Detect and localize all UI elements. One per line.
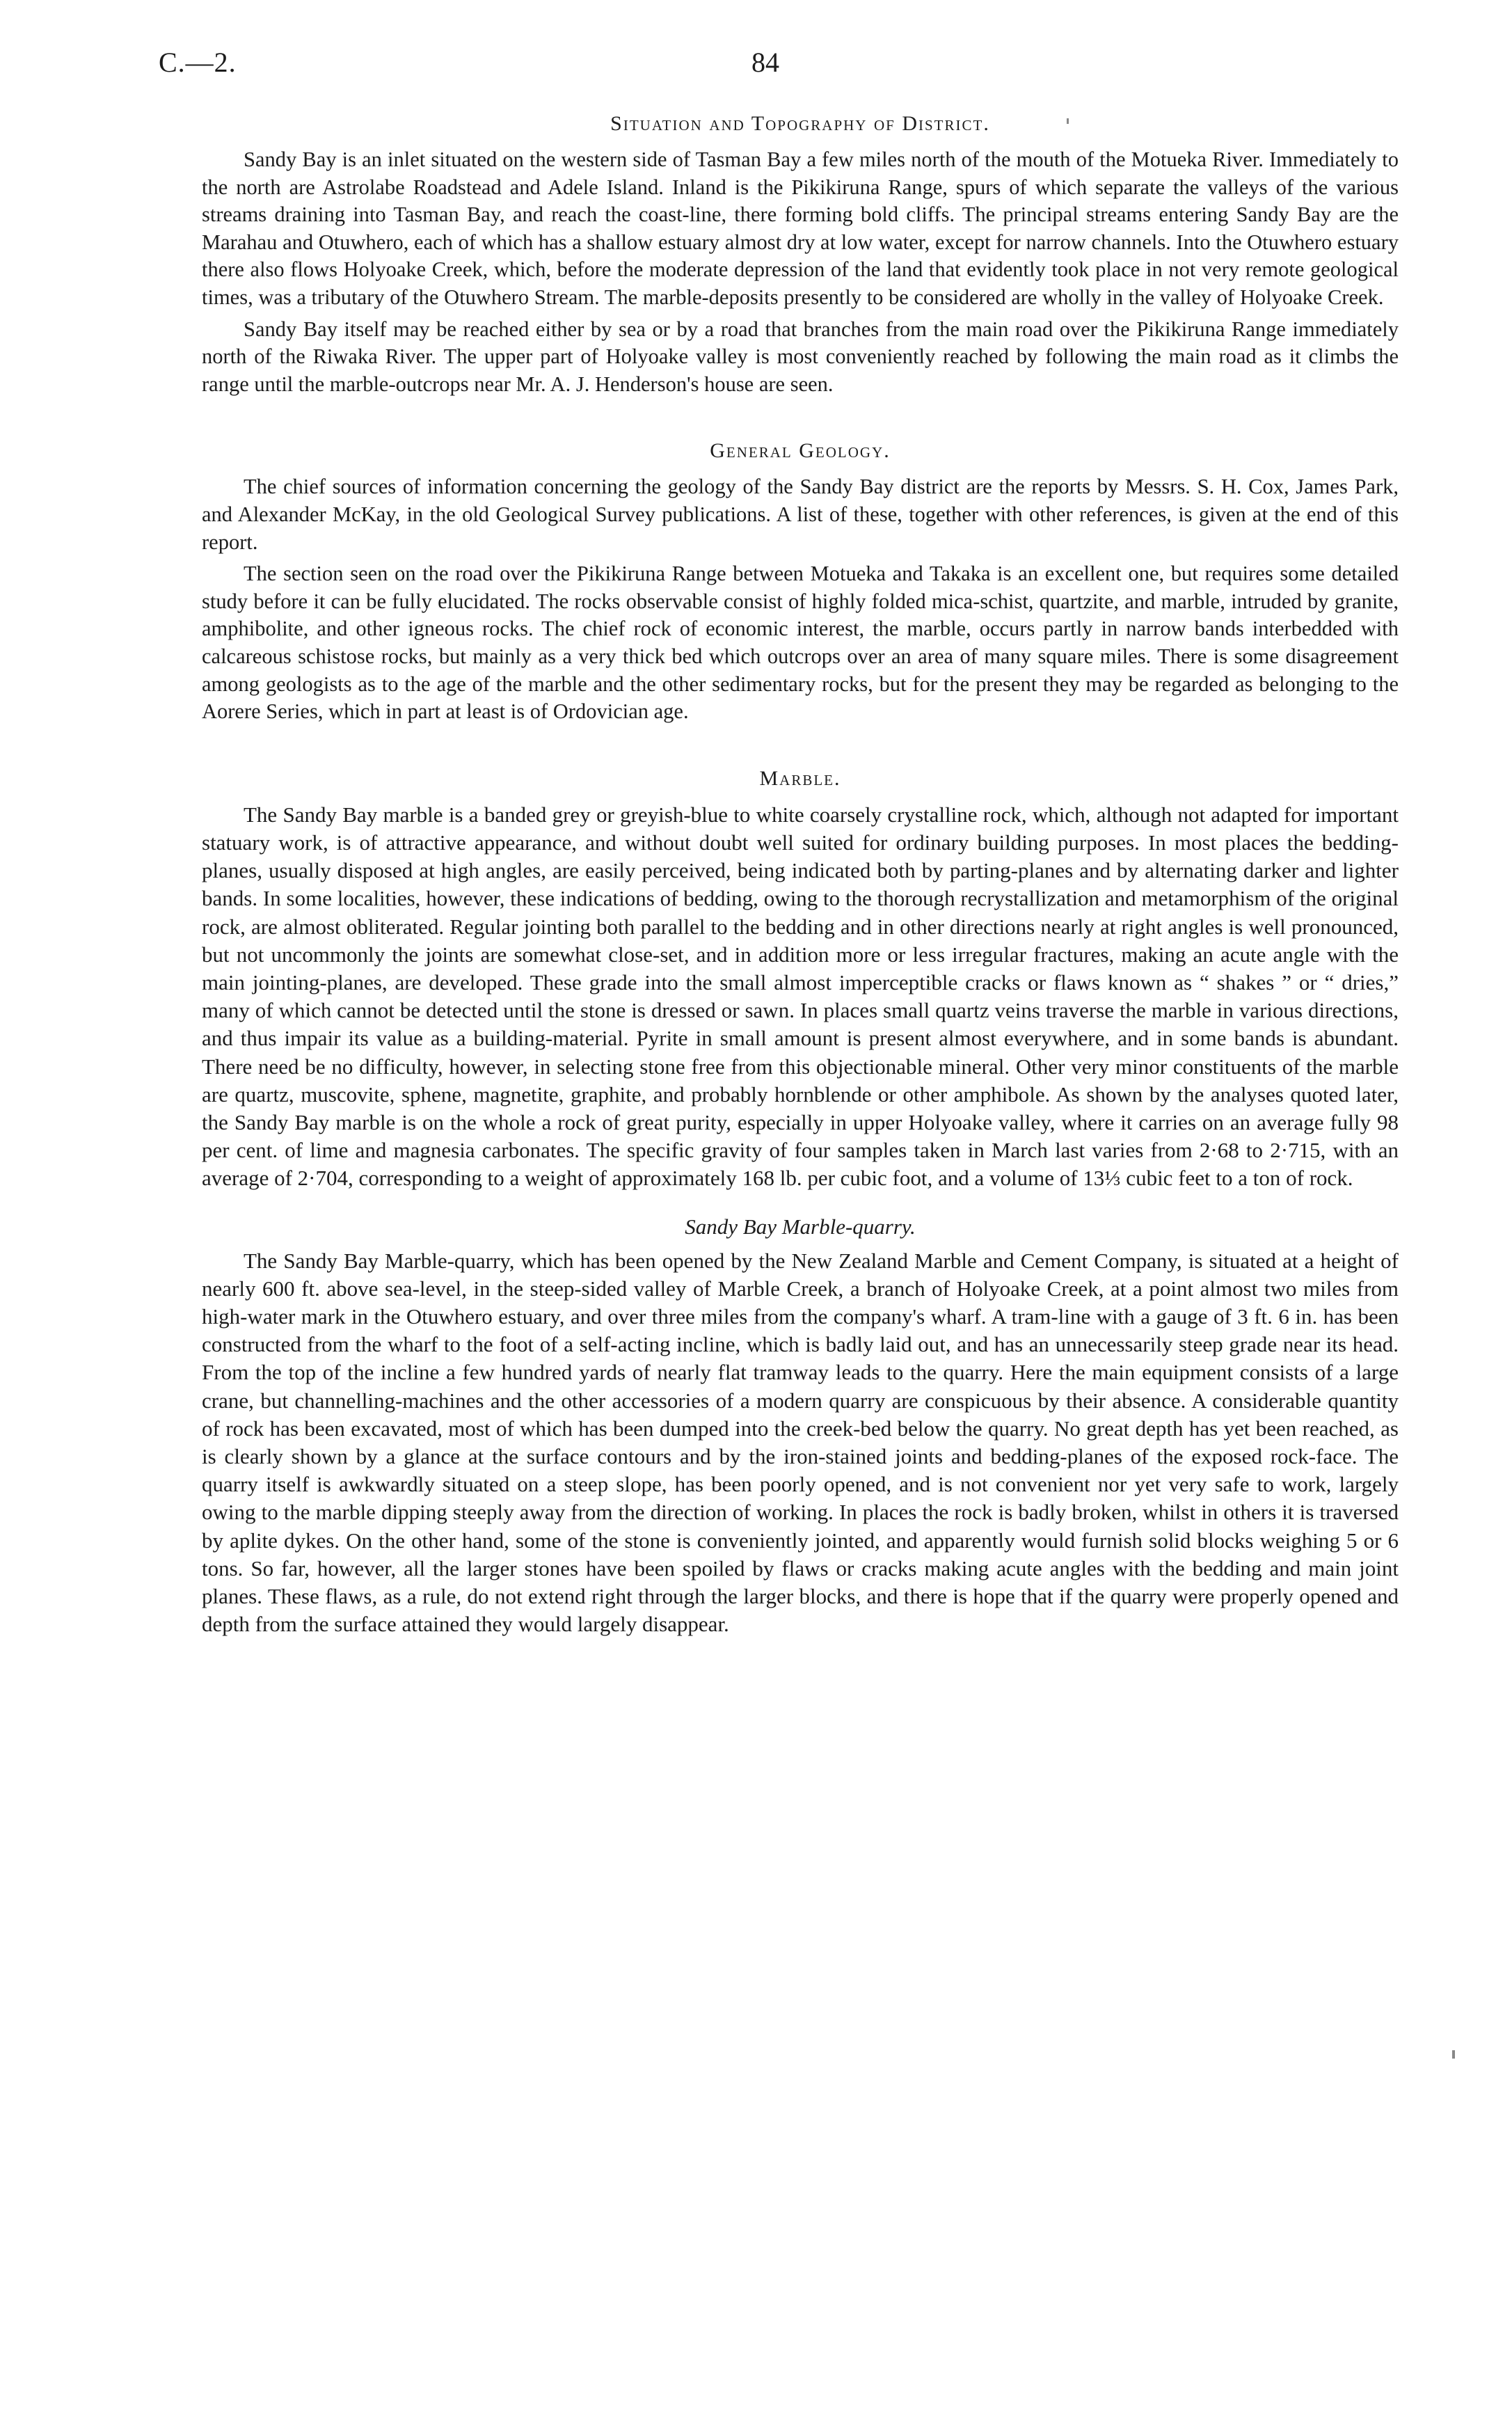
paragraph: The Sandy Bay marble is a banded grey or greyish-blue to white coarsely crystalline rock, which, although not adapted for important statuary work, is of attractive appearance, and without doubt well suited for ordinary building purposes. In most places the bedding-planes, usually disposed at high angles, are easily perceived, being indicated both by parting-planes and by alternating darker and lighter bands. In some localities, however, these indications of bedding, owing to the thorough recrystallization and metamorphism of the original rock, are almost obliterated. Regular jointing both parallel to the bedding and in other directions nearly at right angles is well pronounced, but not uncommonly the joints are somewhat close-set, and in addition more or less irregular fractures, making an acute angle with the main jointing-planes, are developed. These grade into the small almost imperceptible cracks or flaws known as “ shakes ” or “ dries,” many of which cannot be detected until the stone is dressed or sawn. In places small quartz veins traverse the marble in various directions, and thus impair its value as a building-material. Pyrite in small amount is present almost everywhere, and in some bands is abundant. There need be no difficulty, however, in selecting stone free from this objectionable mineral. Other very minor constituents of the marble are quartz, muscovite, sphene, magnetite, graphite, and probably hornblende or other amphibole. As shown by the analyses quoted later, the Sandy Bay marble is on the whole a rock of great purity, especially in upper Holyoake valley, where it carries on an average fully 98 per cent. of lime and magnesia carbonates. The specific gravity of four samples taken in March last varies from 2·68 to 2·715, with an average of 2·704, corresponding to a weight of approximately 168 lb. per cubic foot, and a volume of 13⅓ cubic feet to a ton of rock.: [202, 802, 1399, 1191]
subsection-heading-quarry: Sandy Bay Marble-quarry.: [685, 1214, 916, 1239]
section-heading-situation: Situation and Topography of District.: [610, 112, 990, 135]
section-general-geology: [202, 438, 1399, 725]
paragraph: Sandy Bay itself may be reached either by sea or by a road that branches from the main road over the Pikikiruna Range immediately north of the Riwaka River. The upper part of Holyoake valley is most conveniently reached by following the main road as it climbs the range until the marble-outcrops near Mr. A. J. Henderson's house are seen.: [202, 317, 1399, 396]
section-quarry: [202, 1214, 1399, 1639]
section-situation: [202, 111, 1399, 398]
page-number: 84: [751, 47, 779, 78]
section-heading-geology: General Geology.: [710, 439, 891, 463]
section-heading-marble: Marble.: [759, 766, 841, 790]
document-body: [202, 111, 1399, 1642]
paragraph: The chief sources of information concerning the geology of the Sandy Bay district are the reports by Messrs. S. H. Cox, James Park, and Alexander McKay, in the old Geological Survey publications. A list of these, together with other references, is given at the end of this report.: [202, 475, 1399, 554]
paper-reference: C.—2.: [159, 47, 237, 78]
section-marble: [202, 766, 1399, 1193]
scan-speck: [1452, 2050, 1455, 2059]
paragraph: The section seen on the road over the Pikikiruna Range between Motueka and Takaka is an excellent one, but requires some detailed study before it can be fully elucidated. The rocks observable consist of highly folded mica-schist, quartzite, and marble, intruded by granite, amphibolite, and other igneous rocks. The chief rock of economic interest, the marble, occurs partly in narrow bands interbedded with calcareous schistose rocks, but mainly as a very thick bed which outcrops over an area of many square miles. There is some disagreement among geologists as to the age of the marble and the other sedimentary rocks, but for the present they may be regarded as belonging to the Aorere Series, which in part at least is of Ordovician age.: [202, 562, 1399, 724]
paragraph: Sandy Bay is an inlet situated on the western side of Tasman Bay a few miles north of the mouth of the Motueka River. Immediately to the north are Astrolabe Roadstead and Adele Island. Inland is the Pikikiruna Range, spurs of which separate the valleys of the various streams draining into Tasman Bay, and reach the coast-line, there forming bold cliffs. The principal streams entering Sandy Bay are the Marahau and Otuwhero, each of which has a shallow estuary almost dry at low water, except for narrow channels. Into the Otuwhero estuary there also flows Holyoake Creek, which, before the moderate depression of the land that evidently took place in not very remote geological times, was a tributary of the Otuwhero Stream. The marble-deposits presently to be considered are wholly in the valley of Holyoake Creek.: [202, 148, 1399, 309]
paragraph: The Sandy Bay Marble-quarry, which has been opened by the New Zealand Marble and Cement Company, is situated at a height of nearly 600 ft. above sea-level, in the steep-sided valley of Marble Creek, a branch of Holyoake Creek, at a point almost two miles from high-water mark in the Otuwhero estuary, and over three miles from the company's wharf. A tram-line with a gauge of 3 ft. 6 in. has been constructed from the wharf to the foot of a self-acting incline, which is badly laid out, and has an unnecessarily steep grade near its head. From the top of the incline a few hundred yards of nearly flat tramway leads to the quarry. Here the main equipment consists of a large crane, but channelling-machines and the other accessories of a modern quarry are conspicuous by their absence. A considerable quantity of rock has been excavated, most of which has been dumped into the creek-bed below the quarry. No great depth has yet been reached, as is clearly shown by a glance at the surface contours and by the iron-stained joints and bedding-planes of the exposed rock-face. The quarry itself is awkwardly situated on a steep slope, has been poorly opened, and is not convenient nor yet very safe to work, largely owing to the marble dipping steeply away from the direction of working. In places the rock is badly broken, whilst in others it is traversed by aplite dykes. On the other hand, some of the stone is conveniently jointed, and apparently would furnish solid blocks weighing 5 or 6 tons. So far, however, all the larger stones have been spoiled by flaws or cracks making acute angles with the bedding and main joint planes. These flaws, as a rule, do not extend right through the larger blocks, and there is hope that if the quarry were properly opened and depth from the surface attained they would largely disappear.: [202, 1248, 1399, 1637]
scan-speck: [1067, 118, 1069, 124]
